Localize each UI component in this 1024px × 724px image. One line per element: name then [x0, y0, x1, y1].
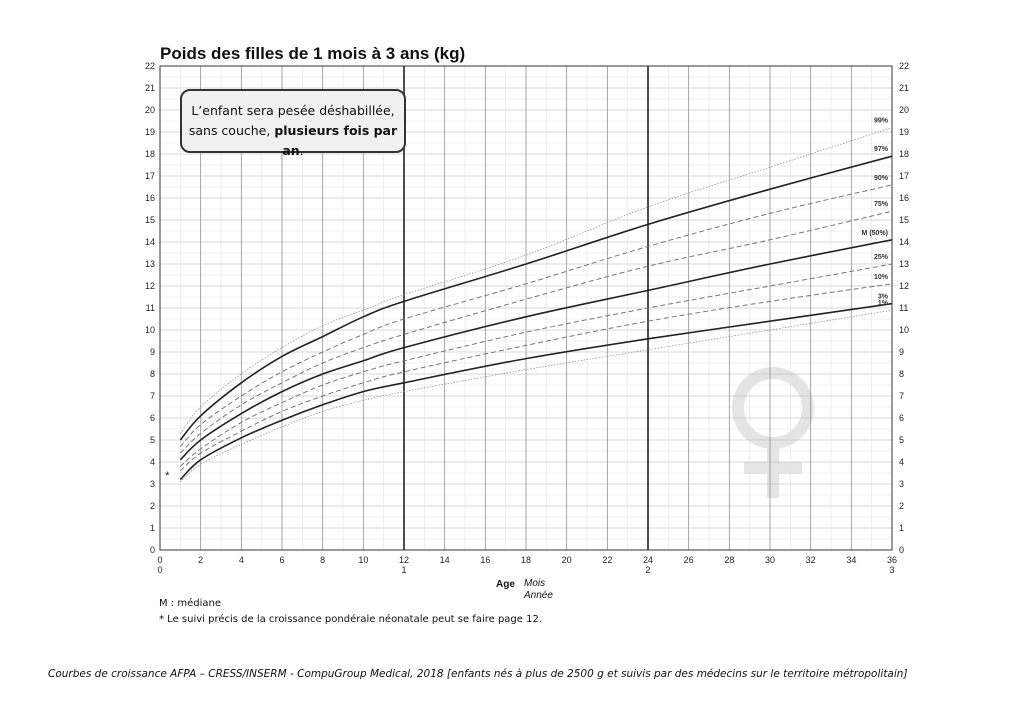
x-tick-label-year: 0 — [157, 565, 163, 575]
y-tick-label-right: 14 — [899, 237, 910, 247]
y-tick-label-right: 21 — [899, 83, 910, 93]
y-tick-label-right: 7 — [899, 391, 905, 401]
y-tick-label-left: 22 — [144, 61, 155, 71]
x-tick-label-month: 22 — [602, 555, 613, 565]
y-tick-label-left: 21 — [144, 83, 155, 93]
y-tick-label-left: 14 — [144, 237, 155, 247]
y-tick-label-right: 12 — [899, 281, 910, 291]
female-symbol-watermark-ring — [738, 373, 808, 443]
y-tick-label-left: 9 — [149, 347, 155, 357]
y-tick-label-right: 2 — [899, 501, 905, 511]
y-tick-label-right: 5 — [899, 435, 905, 445]
x-tick-label-month: 24 — [642, 555, 654, 565]
y-tick-label-right: 6 — [899, 413, 905, 423]
x-tick-label-year: 2 — [645, 565, 651, 575]
percentile-label-97: 97% — [873, 146, 888, 154]
percentile-label-10: 10% — [873, 273, 888, 281]
y-tick-label-left: 15 — [144, 215, 155, 225]
x-tick-label-month: 26 — [683, 555, 694, 565]
y-tick-label-left: 20 — [144, 105, 155, 115]
source-footer: Courbes de croissance AFPA – CRESS/INSERM - CompuGroup Medical, 2018 [enfants nés à plus de 2500 g et suivis par des médecins sur le territoire métropolitain] — [48, 668, 908, 680]
y-tick-label-right: 11 — [899, 303, 909, 313]
x-axis-unit-month: Mois — [524, 578, 546, 589]
y-tick-label-left: 3 — [149, 479, 155, 489]
y-tick-label-left: 10 — [144, 325, 155, 335]
y-tick-label-left: 7 — [149, 391, 155, 401]
percentile-label-1: 1% — [877, 300, 888, 308]
x-tick-label-month: 16 — [480, 555, 491, 565]
percentile-label-75: 75% — [873, 201, 888, 209]
y-tick-label-left: 2 — [149, 501, 155, 511]
x-tick-label-month: 18 — [520, 555, 532, 565]
y-tick-label-right: 20 — [899, 105, 910, 115]
y-tick-label-left: 0 — [149, 545, 155, 555]
x-axis-label-age: Age — [496, 579, 515, 590]
y-tick-label-right: 22 — [899, 61, 910, 71]
birth-weight-marker: * — [165, 470, 170, 483]
y-tick-label-right: 13 — [899, 259, 910, 269]
x-tick-label-month: 4 — [238, 555, 244, 565]
x-tick-label-month: 32 — [805, 555, 816, 565]
x-tick-label-month: 20 — [561, 555, 572, 565]
x-tick-label-month: 14 — [439, 555, 450, 565]
percentile-label-99: 99% — [873, 117, 888, 125]
percentile-label-m-50: M (50%) — [861, 229, 888, 237]
y-tick-label-left: 11 — [145, 303, 155, 313]
instruction-part-a: sans couche, — [188, 123, 271, 138]
instruction-line-1: L’enfant sera pesée déshabillée, — [191, 103, 395, 118]
x-tick-label-month: 10 — [358, 555, 369, 565]
instruction-emphasis: plusieurs fois par an — [274, 123, 398, 158]
x-axis-unit-year: Année — [524, 590, 553, 601]
x-tick-label-month: 36 — [886, 555, 898, 565]
x-tick-label-month: 30 — [764, 555, 776, 565]
y-tick-label-right: 0 — [899, 545, 905, 555]
y-tick-label-left: 16 — [144, 193, 155, 203]
percentile-label-3: 3% — [877, 293, 888, 301]
x-tick-label-month: 12 — [398, 555, 410, 565]
y-tick-label-right: 15 — [899, 215, 910, 225]
percentile-curve-m-50 — [180, 240, 892, 460]
y-tick-label-left: 12 — [144, 281, 155, 291]
median-note: M : médiane — [159, 598, 221, 609]
y-tick-label-left: 6 — [149, 413, 155, 423]
instruction-line-2 — [182, 121, 404, 161]
percentile-curve-90 — [180, 185, 892, 447]
y-tick-label-left: 8 — [149, 369, 155, 379]
y-tick-label-right: 9 — [899, 347, 905, 357]
y-tick-label-right: 8 — [899, 369, 905, 379]
y-tick-label-right: 16 — [899, 193, 910, 203]
x-tick-label-month: 6 — [279, 555, 285, 565]
y-tick-label-right: 1 — [899, 523, 905, 533]
x-tick-label-month: 2 — [198, 555, 204, 565]
percentile-curve-75 — [180, 211, 892, 453]
x-tick-label-month: 0 — [157, 555, 163, 565]
y-tick-label-right: 10 — [899, 325, 910, 335]
x-tick-label-month: 28 — [724, 555, 735, 565]
percentile-curve-99 — [180, 128, 892, 434]
y-tick-label-right: 17 — [899, 171, 910, 181]
footnotes — [159, 596, 542, 628]
x-tick-label-year: 1 — [401, 565, 407, 575]
chart-title: Poids des filles de 1 mois à 3 ans (kg) — [160, 44, 466, 63]
y-tick-label-left: 17 — [144, 171, 155, 181]
x-tick-label-year: 3 — [889, 565, 895, 575]
y-tick-label-right: 19 — [899, 127, 910, 137]
y-tick-label-left: 1 — [149, 523, 155, 533]
y-tick-label-left: 18 — [144, 149, 155, 159]
weighing-instruction-box — [180, 89, 406, 158]
y-tick-label-left: 19 — [144, 127, 155, 137]
y-tick-label-right: 3 — [899, 479, 905, 489]
instruction-period: . — [299, 143, 304, 158]
x-tick-label-month: 8 — [320, 555, 326, 565]
x-tick-label-month: 34 — [846, 555, 857, 565]
percentile-label-90: 90% — [873, 174, 888, 182]
percentile-label-25: 25% — [873, 254, 888, 261]
y-tick-label-right: 18 — [899, 149, 910, 159]
y-tick-label-left: 5 — [149, 435, 155, 445]
percentile-curve-97 — [180, 156, 892, 440]
y-tick-label-left: 4 — [149, 457, 155, 467]
neonatal-note: * Le suivi précis de la croissance pondérale néonatale peut se faire page 12. — [159, 614, 542, 625]
y-tick-label-left: 13 — [144, 259, 155, 269]
y-tick-label-right: 4 — [899, 457, 905, 467]
